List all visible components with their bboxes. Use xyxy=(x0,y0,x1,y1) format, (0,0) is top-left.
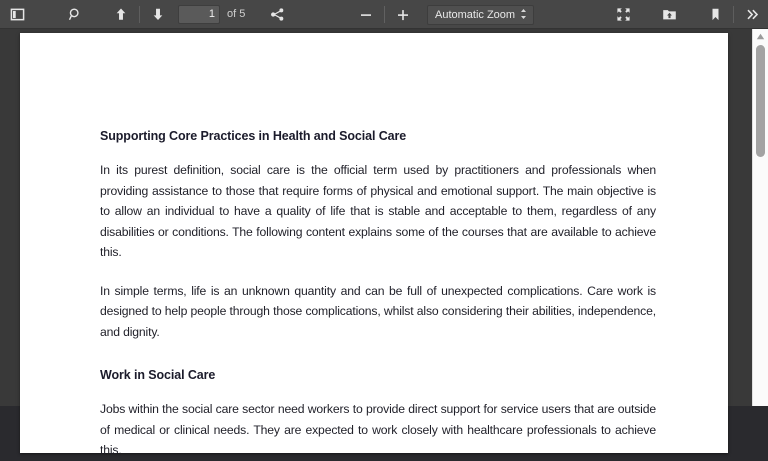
chevron-updown-icon xyxy=(520,8,527,22)
page-number-input[interactable] xyxy=(178,5,220,24)
sidebar-panel-icon xyxy=(10,7,25,22)
document-paragraph: In its purest definition, social care is the official term used by practitioners and professionals when providing assistance to those that require forms of physical and emotional support. The main objective is to allow an individual to have a quality of life that is stable and acceptable to them, regardless of any disabilities or conditions. The following content explains some of the courses that are available to achieve this. xyxy=(100,163,656,259)
share-icon xyxy=(270,7,285,22)
previous-page-button[interactable] xyxy=(108,3,134,26)
scrollbar-up-arrow-icon[interactable] xyxy=(753,30,768,43)
toolbar-left-group xyxy=(0,0,291,29)
pdf-toolbar xyxy=(0,0,768,29)
sidebar-toggle-button[interactable] xyxy=(4,3,30,26)
share-button[interactable] xyxy=(264,3,290,26)
bookmark-icon xyxy=(708,7,723,22)
page-total-label: of 5 xyxy=(227,8,246,20)
zoom-select-value: Automatic Zoom xyxy=(435,8,516,21)
fullscreen-icon xyxy=(616,7,631,22)
zoom-select[interactable] xyxy=(427,5,534,25)
next-page-button[interactable] xyxy=(145,3,171,26)
document-heading: Supporting Core Practices in Health and Social Care xyxy=(100,129,407,143)
pdf-page-content xyxy=(20,33,728,461)
zoom-in-button[interactable] xyxy=(390,3,416,26)
zoom-out-button[interactable] xyxy=(353,3,379,26)
pdf-page-1 xyxy=(20,33,728,457)
search-icon xyxy=(68,7,83,22)
pdf-viewer-container[interactable] xyxy=(0,29,768,457)
minus-icon xyxy=(359,8,373,22)
arrow-up-icon xyxy=(114,7,128,22)
more-tools-button[interactable] xyxy=(739,3,765,26)
toolbar-zoom-group xyxy=(352,0,534,29)
open-file-button[interactable] xyxy=(656,3,682,26)
find-button[interactable] xyxy=(62,3,88,26)
plus-icon xyxy=(396,8,410,22)
vertical-scrollbar[interactable] xyxy=(752,29,768,406)
document-paragraph: In simple terms, life is an unknown quantity and can be full of unexpected complications. Care work is designed to help people through those complications, whilst also considering their abilities, independence, and dignity. xyxy=(100,283,656,339)
open-file-icon xyxy=(662,7,677,22)
double-chevron-right-icon xyxy=(745,7,760,22)
toolbar-divider-3 xyxy=(733,6,734,23)
toolbar-divider-1 xyxy=(139,6,140,23)
document-paragraph: Jobs within the social care sector need workers to provide direct support for service users that are outside of medical or clinical needs. They are expected to work closely with healthcare professionals to achieve this. xyxy=(100,402,656,457)
document-heading: Work in Social Care xyxy=(100,368,216,382)
toolbar-divider-2 xyxy=(384,6,385,23)
arrow-down-icon xyxy=(151,7,165,22)
bookmark-button[interactable] xyxy=(702,3,728,26)
presentation-mode-button[interactable] xyxy=(610,3,636,26)
scrollbar-thumb[interactable] xyxy=(756,45,765,157)
toolbar-right-group xyxy=(609,0,766,29)
